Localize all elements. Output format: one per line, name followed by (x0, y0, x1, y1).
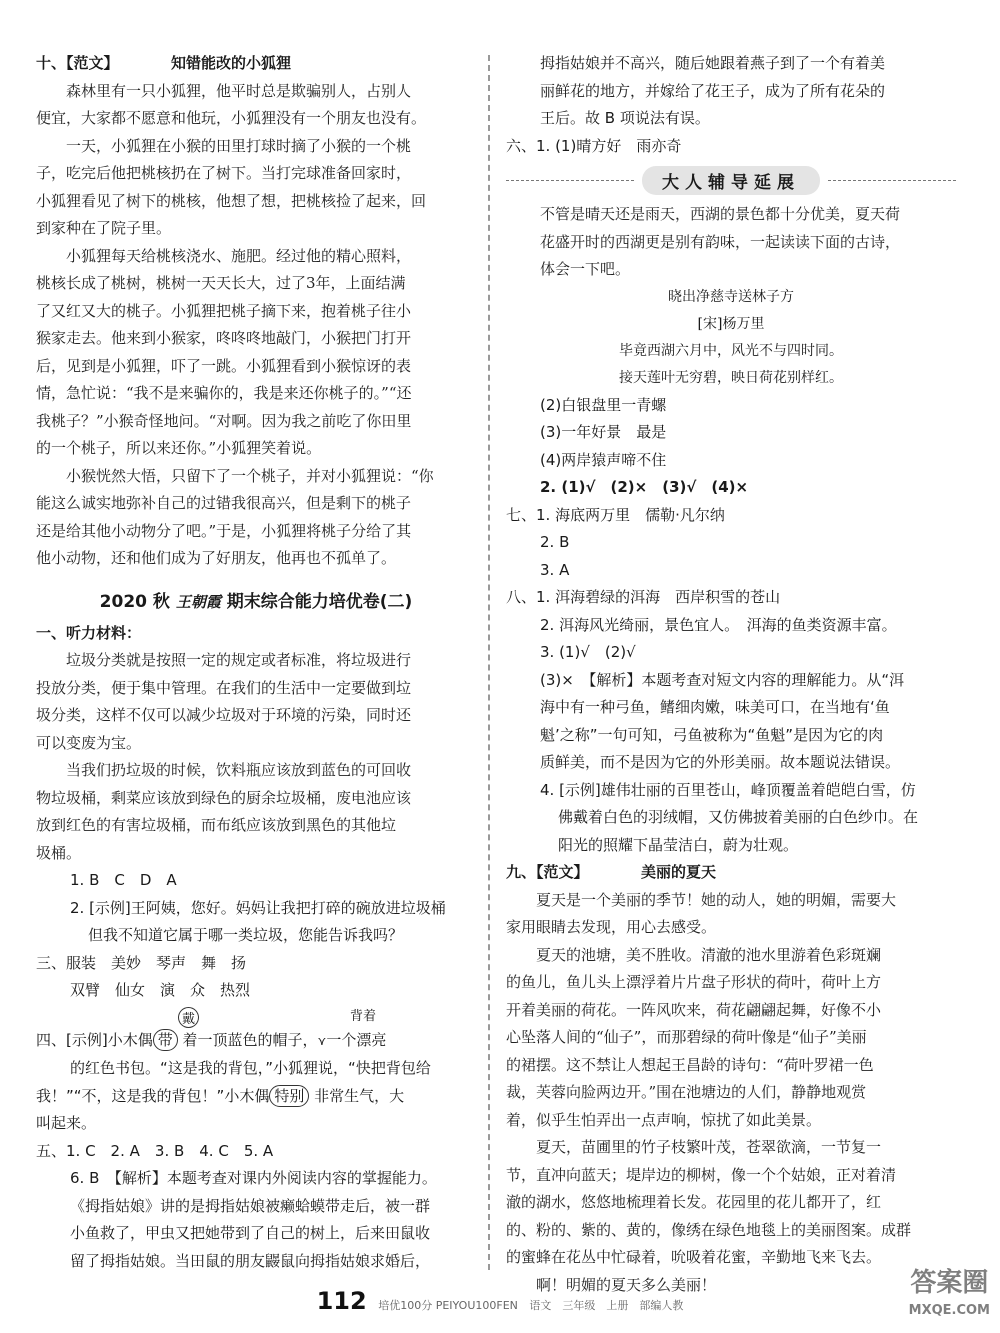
essay2-line: 心坠落人间的“仙子”，而那碧绿的荷叶像是“仙子”美丽 (506, 1028, 867, 1046)
watermark-main: 答案圈 (910, 1268, 989, 1298)
answer-2-cont: 但我不知道它属于哪一类垃圾，您能告诉我吗？ (88, 926, 404, 944)
page-number: 112 (316, 1287, 367, 1315)
answer-1: 1. B C D A (70, 871, 177, 889)
extension-line: 不管是晴天还是雨天，西湖的景色都十分优美，夏天荷 (540, 205, 901, 223)
essay-line: 的一个桃子，所以来还你。”小狐狸笑着说。 (36, 439, 322, 457)
section-6-answer: (2)白银盘里一青螺 (540, 395, 667, 414)
left-column (36, 50, 476, 1275)
column-divider (488, 55, 490, 1270)
listening-line: 可以变废为宝。 (36, 733, 142, 752)
inserted-word-1: 戴 (178, 1007, 199, 1028)
essay2-line: 的蜜蜂在花丛中忙碌着，吮吸着花蜜，辛勤地飞来飞去。 (506, 1248, 882, 1266)
insert-mark: ⋎ (317, 1033, 327, 1048)
paper-title (36, 587, 476, 612)
watermark-sub: MXQE.COM (908, 1303, 990, 1318)
section-8-q2: 2. 洱海风光绮丽，景色宜人。 洱海的鱼类资源丰富。 (540, 615, 897, 634)
extension-banner-label: 大人辅导延展 (642, 166, 820, 195)
essay-line: 森林里有一只小狐狸，他平时总是欺骗别人，占别人 (66, 81, 412, 100)
essay2-line: 家用眼睛去发现，用心去感受。 (506, 918, 717, 936)
essay-line: 能这么诚实地弥补自己的过错我很高兴，但是剩下的桃子 (36, 494, 412, 512)
section-9-title: 九、【范文】 美丽的夏天 (506, 863, 717, 881)
footer-meta: 语文 三年级 上册 部编人教 (529, 1299, 684, 1312)
circled-word-1: 带 (153, 1029, 178, 1051)
section-8-q4: 4. [示例]雄伟壮丽的百里苍山，峰顶覆盖着皑皑白雪，仿 (540, 780, 916, 799)
section-4-line4: 叫起来。 (36, 1114, 97, 1132)
essay-line: 后，见到是小狐狸，吓了一跳。小狐狸看到小猴惊讶的表 (36, 356, 412, 375)
page-footer (0, 1287, 1000, 1315)
poem-title: 晓出净慈寺送林子方 (668, 288, 794, 305)
essay2-line: 夏天，苗圃里的竹子枝繁叶茂，苍翠欲滴，一节复一 (536, 1138, 882, 1156)
section-4-line2: 的红色书包。“这是我的背包，”小狐狸说，“快把背包给 (70, 1059, 431, 1077)
section-6-answer: (4)两岸猿声啼不住 (540, 450, 667, 469)
essay-line: 一天，小狐狸在小猴的田里打球时摘了小猴的一个桃 (66, 136, 412, 155)
section-5: 五、1. C 2. A 3. B 4. C 5. A (36, 1141, 274, 1160)
section-5-q6-line: 留了拇指姑娘。当田鼠的朋友鼹鼠向拇指姑娘求婚后， (70, 1251, 431, 1270)
footer-brand: 培优100分 PEIYOU100FEN (378, 1299, 518, 1312)
essay-line: 小猴恍然大悟，只留下了一个桃子，并对小狐狸说：“你 (66, 466, 434, 485)
continued-line: 拇指姑娘并不高兴，随后她跟着燕子到了一个有着美 (540, 54, 886, 72)
essay2-line: 的、粉的、紫的、黄的，像绣在绿色地毯上的美丽图案。成群 (506, 1220, 912, 1239)
section-4-line3-end: 非常生气，大 (309, 1086, 405, 1105)
section-8-q1: 八、1. 洱海碧绿的洱海 西岸积雪的苍山 (506, 588, 781, 606)
extension-banner (506, 166, 956, 195)
essay-line: 小狐狸每天给桃核浇水、施肥。经过他的精心照料， (66, 246, 412, 265)
essay-line: 猴家走去。他来到小猴家，咚咚咚地敲门，小猴把门打开 (36, 329, 412, 347)
poem-line: 毕竟西湖六月中，风光不与四时同。 (619, 342, 843, 359)
section-5-q6: 6. B 【解析】本题考查对课内外阅读内容的掌握能力。 (70, 1169, 437, 1187)
section-7-q3: 3. A (540, 560, 570, 579)
section-8-q4-line: 阳光的照耀下晶莹洁白，蔚为壮观。 (558, 835, 799, 854)
essay2-line: 节，直冲向蓝天；堤岸边的柳树，像一个个姑娘，正对着清 (506, 1165, 897, 1184)
poem-author: [宋]杨万里 (697, 315, 765, 332)
right-column (506, 50, 956, 1299)
essay-line: 小狐狸看见了树下的桃核，他想了想，把桃核捡了起来，回 (36, 191, 427, 210)
essay-line: 了又红又大的桃子。小狐狸把桃子摘下来，抱着桃子往小 (36, 301, 412, 320)
essay-line: 便宜，大家都不愿意和他玩，小狐狸没有一个朋友也没有。 (36, 109, 427, 127)
section-8-q3: 3. (1)√ (2)√ (540, 643, 636, 661)
listening-line: 当我们扔垃圾的时候，饮料瓶应该放到蓝色的可回收 (66, 761, 412, 779)
continued-line: 丽鲜花的地方，并嫁给了花王子，成为了所有花朵的 (540, 81, 886, 100)
poem (506, 284, 956, 392)
essay2-line: 澈的湖水，悠悠地梳理着长发。花园里的花儿都开了，红 (506, 1193, 882, 1211)
inserted-word-2: 背着 (350, 1008, 377, 1024)
listening-line: 投放分类，便于集中管理。在我们的生活中一定要做到垃 (36, 678, 412, 697)
listening-line: 圾桶。 (36, 843, 82, 862)
section-5-q6-line: 《拇指姑娘》讲的是拇指姑娘被癞蛤蟆带走后，被一群 (70, 1196, 431, 1215)
circled-word-2: 特别 (269, 1085, 309, 1107)
section-5-q6-line: 小鱼救了，甲虫又把她带到了自己的树上，后来田鼠收 (70, 1224, 431, 1242)
paper-year: 2020 秋 (99, 591, 176, 612)
answer-2: 2. [示例]王阿姨，您好。妈妈让我把打碎的碗放进垃圾桶 (70, 898, 446, 917)
section-8-q3-analysis: 海中有一种弓鱼，鳍细肉嫩，味美可口，在当地有‘鱼 (540, 698, 890, 716)
section-6-q1: 六、1. (1)晴方好 雨亦奇 (506, 136, 682, 155)
essay-line: 到家种在了院子里。 (36, 219, 172, 237)
essay2-line: 夏天的池塘，美不胜收。清澈的池水里游着色彩斑斓 (536, 945, 882, 964)
section-4 (36, 1008, 476, 1138)
listening-line: 圾分类，这样不仅可以减少垃圾对于环境的污染，同时还 (36, 706, 412, 724)
poem-line: 接天莲叶无穷碧，映日荷花别样红。 (619, 369, 843, 386)
essay-line: 还是给其他小动物分了吧。”于是，小狐狸将桃子分给了其 (36, 521, 412, 540)
listening-line: 物垃圾桶，剩菜应该放到绿色的厨余垃圾桶，废电池应该 (36, 788, 412, 807)
section-8-q3-analysis: 魁’之称”一句可知，弓鱼被称为“鱼魁”是因为它的肉 (540, 725, 884, 744)
section-6-q2: 2. (1)√ (2)× (3)√ (4)× (540, 478, 749, 496)
section-8-q4-line: 佛戴着白色的羽绒帽，又仿佛披着美丽的白色纱巾。在 (558, 808, 919, 826)
section-3: 三、服装 美妙 琴声 舞 扬 (36, 953, 247, 972)
extension-line: 体会一下吧。 (540, 260, 631, 278)
section-4-end: 一个漂亮 (326, 1030, 387, 1049)
essay-line: 桃核长成了桃树，桃树一天天长大，过了3年，上面结满 (36, 274, 406, 292)
essay-line: 他小动物，还和他们成为了好朋友，他再也不孤单了。 (36, 549, 397, 567)
section-1-title: 一、听力材料： (36, 623, 142, 642)
section-7-q2: 2. B (540, 533, 570, 551)
section-4-mid: 着一顶蓝色的帽子， (177, 1030, 318, 1049)
continued-line: 王后。故 B 项说法有误。 (540, 109, 710, 127)
brand-logo: 王朝霞 (175, 592, 221, 611)
section-10-title: 十、【范文】 知错能改的小狐狸 (36, 54, 292, 72)
essay2-line: 着，似乎生怕弄出一点声响，惊扰了如此美景。 (506, 1110, 822, 1129)
essay2-line: 的鱼儿，鱼儿头上漂浮着片片盘子形状的荷叶，荷叶上方 (506, 973, 882, 991)
section-4-start: 四、[示例]小木偶 (36, 1030, 153, 1049)
extension-line: 花盛开时的西湖更是别有韵味，一起读读下面的古诗， (540, 232, 901, 251)
watermark (909, 1269, 990, 1325)
essay2-line: 啊！明媚的夏天多么美丽！ (536, 1275, 717, 1294)
section-7-q1: 七、1. 海底两万里 儒勒·凡尔纳 (506, 505, 725, 524)
section-3-line2: 双臂 仙女 演 众 热烈 (70, 981, 251, 999)
essay-line: 我桃子？”小猴奇怪地问。“对啊。因为我之前吃了你田里 (36, 411, 412, 430)
section-4-line3-start: 我！”“不，这是我的背包！”小木偶 (36, 1086, 270, 1105)
essay-line: 情，急忙说：“我不是来骗你的，我是来还你桃子的。”“还 (36, 384, 412, 402)
section-6-answer: (3)一年好景 最是 (540, 423, 667, 441)
essay-line: 子，吃完后他把桃核扔在了树下。当打完球准备回家时， (36, 164, 412, 182)
essay2-line: 裁，芙蓉向脸两边开。”围在池塘边的人们，静静地观赏 (506, 1083, 867, 1101)
essay2-line: 夏天是一个美丽的季节！她的动人，她的明媚，需要大 (536, 890, 897, 909)
listening-line: 放到红色的有害垃圾桶，而布纸应该放到黑色的其他垃 (36, 816, 397, 834)
listening-line: 垃圾分类就是按照一定的规定或者标准，将垃圾进行 (66, 651, 412, 669)
essay2-line: 的裙摆。这不禁让人想起王昌龄的诗句：“荷叶罗裙一色 (506, 1055, 874, 1074)
essay2-line: 开着美丽的荷花。一阵风吹来，荷花翩翩起舞，好像不小 (506, 1000, 882, 1019)
paper-name: 期末综合能力培优卷(二) (220, 591, 413, 612)
section-8-q3-analysis: (3)× 【解析】本题考查对短文内容的理解能力。从“洱 (540, 670, 905, 689)
section-8-q3-analysis: 质鲜美，而不是因为它的外形美丽。故本题说法错误。 (540, 753, 901, 771)
